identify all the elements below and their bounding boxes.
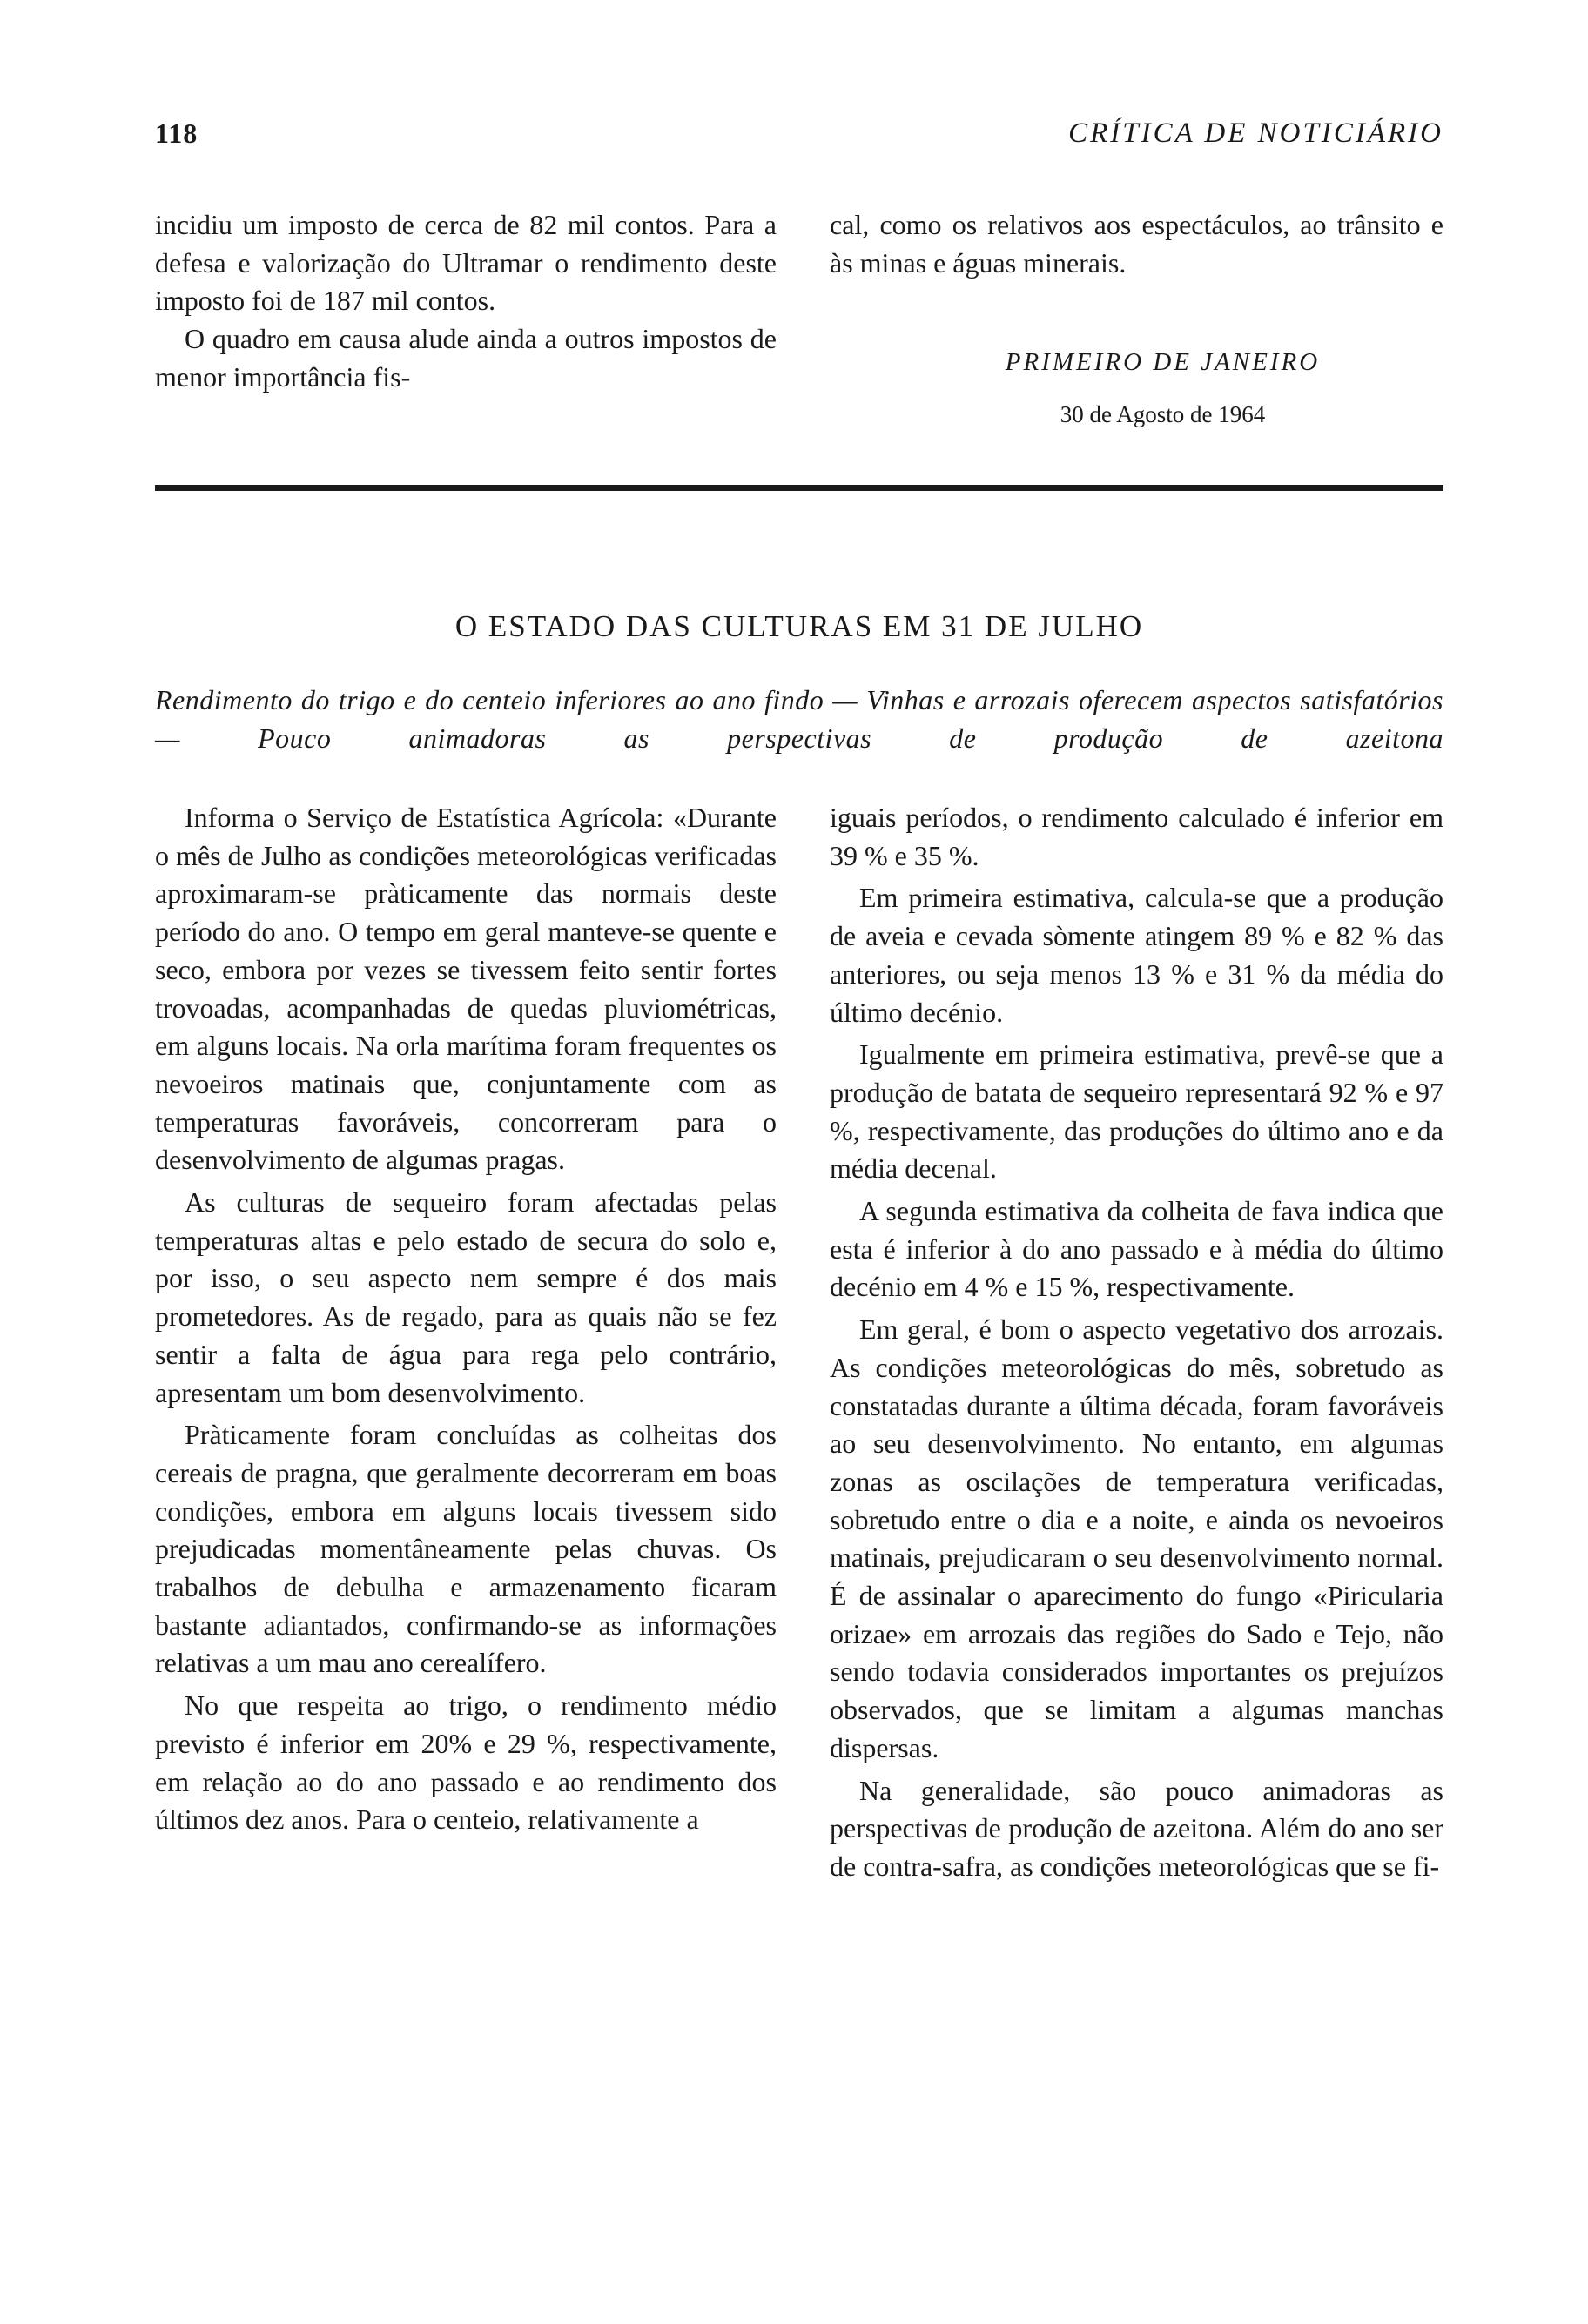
article-left-column: [155, 799, 777, 1839]
article-paragraph: Informa o Serviço de Estatística Agrícola: «Durante o mês de Julho as condições meteorológicas verificadas aproximaram-se pràticamente das normais deste período do ano. O tempo em geral manteve-se quente e seco, embora por vezes se tivessem feito sentir fortes trovoadas, acompanhadas de quedas pluviométricas, em alguns locais. Na orla marítima foram frequentes os nevoeiros matinais que, conjuntamente com as temperaturas favoráveis, concorreram para o desenvolvimento de algumas pragas.: [155, 802, 777, 1176]
page-number: 118: [155, 118, 198, 149]
article-paragraph: As culturas de sequeiro foram afectadas pelas temperaturas altas e pelo estado de secura do solo e, por isso, o seu aspecto nem sempre é dos mais prometedores. As de regado, para as quais não se fez sentir a falta de água para rega pelo contrário, apresentam um bom desenvolvimento.: [155, 1186, 777, 1408]
previous-article-paragraph: incidiu um imposto de cerca de 82 mil contos. Para a defesa e valorização do Ultramar o rendimento deste imposto foi de 187 mil contos.: [155, 209, 777, 317]
article-paragraph: Na generalidade, são pouco animadoras as perspectivas de produção de azeitona. Além do ano ser de contra-safra, as condições meteorológicas que se fi-: [830, 1774, 1443, 1882]
source-date: 30 de Agosto de 1964: [1060, 401, 1266, 427]
article-title: O ESTADO DAS CULTURAS EM 31 DE JULHO: [454, 609, 1144, 643]
article-paragraph: Igualmente em primeira estimativa, prevê-se que a produção de batata de sequeiro representará 92 % e 97 %, respectivamente, das produções do último ano e da média decenal.: [830, 1038, 1443, 1185]
article-right-column: [830, 799, 1443, 1886]
previous-article-paragraph: O quadro em causa alude ainda a outros impostos de menor importância fis-: [155, 323, 777, 393]
section-divider: [155, 485, 1443, 491]
source-newspaper: PRIMEIRO DE JANEIRO: [1005, 348, 1321, 376]
article-paragraph: Pràticamente foram concluídas as colheitas dos cereais de pragna, que geralmente decorreram em boas condições, embora em alguns locais tivessem sido prejudicadas momentâneamente pelas chuvas. Os trabalhos de debulha e armazenamento ficaram bastante adiantados, confirmando-se as informações relativas a um mau ano cerealífero.: [155, 1419, 777, 1679]
previous-article-signature: [830, 348, 1443, 428]
article-subtitle: Rendimento do trigo e do centeio inferiores ao ano findo — Vinhas e arrozais oferecem aspectos satisfatórios — Pouco animadoras as perspectivas de produção de azeitona: [155, 684, 1443, 754]
article-paragraph: Em primeira estimativa, calcula-se que a produção de aveia e cevada sòmente atingem 89 % e 82 % das anteriores, ou seja menos 13 % e 31 % da média do último decénio.: [830, 882, 1443, 1028]
article-paragraph: iguais períodos, o rendimento calculado é inferior em 39 % e 35 %.: [830, 802, 1443, 871]
page-header: [155, 118, 1443, 161]
article-paragraph: No que respeita ao trigo, o rendimento médio previsto é inferior em 20% e 29 %, respectivamente, em relação ao do ano passado e ao rendimento dos últimos dez anos. Para o centeio, relativamente a: [155, 1689, 777, 1836]
previous-article-left-column: [155, 206, 777, 397]
article-paragraph: Em geral, é bom o aspecto vegetativo dos arrozais. As condições meteorológicas do mês, sobretudo as constatadas durante a última década, foram favoráveis ao seu desenvolvimento. No entanto, em algumas zonas as oscilações de temperatura verificadas, sobretudo entre o dia e a noite, e ainda os nevoeiros matinais, prejudicaram o seu desenvolvimento normal. É de assinalar o aparecimento do fungo «Piricularia orizae» em arrozais das regiões do Sado e Tejo, não sendo todavia considerados importantes os prejuízos observados, que se limitam a algumas manchas dispersas.: [830, 1313, 1443, 1763]
previous-article-right-column: [830, 206, 1443, 282]
previous-article-paragraph: cal, como os relativos aos espectáculos, ao trânsito e às minas e águas minerais.: [830, 209, 1443, 279]
article-paragraph: A segunda estimativa da colheita de fava indica que esta é inferior à do ano passado e à média do último decénio em 4 % e 15 %, respectivamente.: [830, 1195, 1443, 1303]
running-head: CRÍTICA DE NOTICIÁRIO: [1068, 118, 1443, 149]
